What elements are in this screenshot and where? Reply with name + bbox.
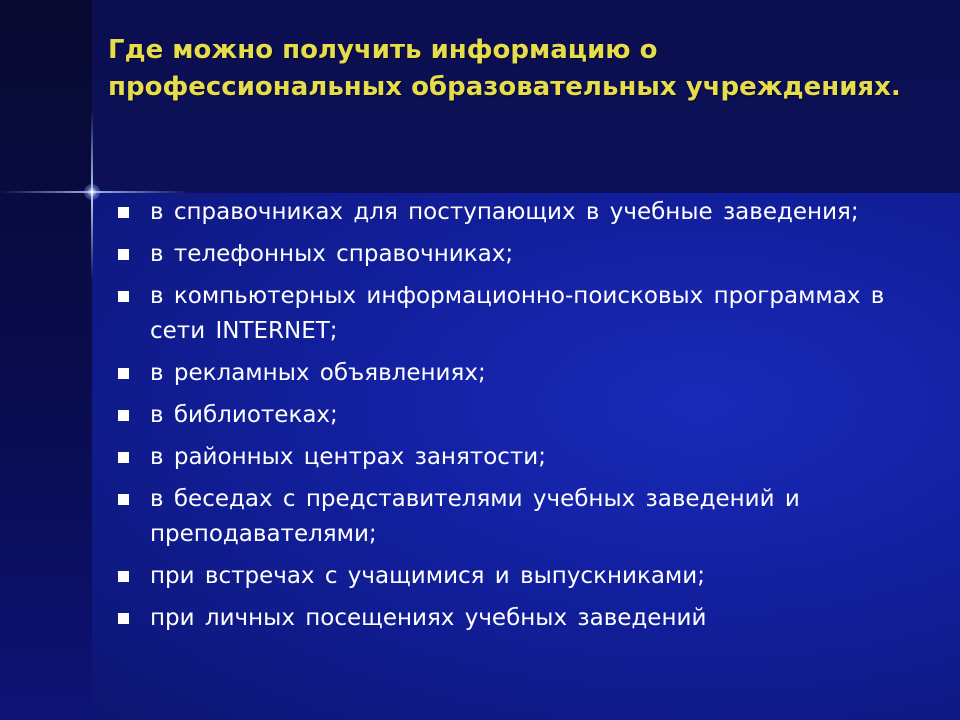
bullet-square-icon [118, 613, 129, 624]
light-flare-center [84, 184, 100, 200]
bullet-square-icon [118, 410, 129, 421]
bullet-list [112, 195, 902, 643]
list-item-text: в телефонных справочниках; [150, 241, 514, 267]
list-item-text: в компьютерных информационно-поисковых программах в сети INTERNET; [150, 283, 885, 344]
list-item-text: при личных посещениях учебных заведений [150, 605, 707, 631]
list-item [112, 279, 902, 349]
list-item [112, 398, 902, 433]
slide-title: Где можно получить информацию о профессиональных образовательных учреждениях. [108, 35, 901, 102]
left-strip [0, 0, 92, 720]
list-item [112, 356, 902, 391]
list-item [112, 440, 902, 475]
bullet-square-icon [118, 368, 129, 379]
list-item-text: в библиотеках; [150, 402, 338, 428]
bullet-square-icon [118, 249, 129, 260]
list-item [112, 237, 902, 272]
list-item [112, 482, 902, 552]
list-item [112, 559, 902, 594]
list-item-text: в беседах с представителями учебных заведений и преподавателями; [150, 486, 800, 547]
list-item-text: в рекламных объявлениях; [150, 360, 486, 386]
bullet-square-icon [118, 571, 129, 582]
list-item-text: при встречах с учащимися и выпускниками; [150, 563, 705, 589]
bullet-square-icon [118, 207, 129, 218]
list-item [112, 601, 902, 636]
bullet-square-icon [118, 452, 129, 463]
list-item [112, 195, 902, 230]
list-item-text: в справочниках для поступающих в учебные заведения; [150, 199, 859, 225]
list-item-text: в районных центрах занятости; [150, 444, 547, 470]
bullet-square-icon [118, 494, 129, 505]
bullet-square-icon [118, 291, 129, 302]
